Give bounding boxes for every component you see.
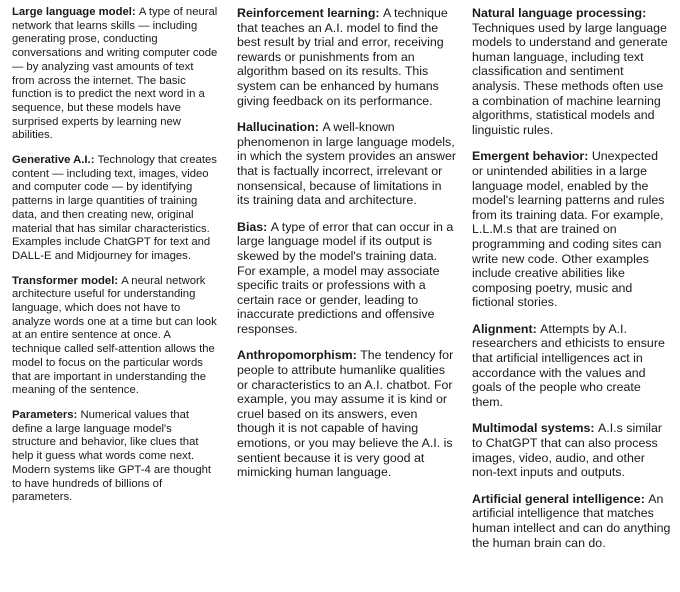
- entry-definition: The tendency for people to attribute humanlike qualities or characteristics to an A.I. chatbot. For example, you may assume it is kind or cruel based on its answers, even though it is not capable of having emotions, or you may believe the A.I. is sentient because it is very good at mimicking human language.: [237, 348, 454, 480]
- glossary-entry: [237, 6, 456, 108]
- entry-term: Anthropomorphism:: [237, 348, 357, 363]
- entry-term: Parameters:: [12, 408, 78, 421]
- entry-term: Transformer model:: [12, 274, 119, 287]
- entry-definition: A neural network architecture useful for understanding language, which does not have to analyze words one at a time but can look at an entire sentence at once. A technique called self-attention allows the model to focus on the particular words that are important in understanding the meaning of the sentence.: [12, 274, 217, 397]
- glossary-entry: [12, 409, 218, 505]
- entry-definition: Technology that creates content — including text, images, video and computer code — by identifying patterns in large quantities of training data, and then creating new, original material that has similar characteristics. Examples include ChatGPT for text and DALL-E and Midjourney for images.: [12, 154, 217, 262]
- glossary-entry: [237, 220, 456, 337]
- entry-definition: A type of error that can occur in a large language model if its output is skewed by the model's training data. For example, a model may associate specific traits or professions with a certain race or gender, leading to inaccurate predictions and offensive responses.: [237, 219, 454, 336]
- glossary-column-1: [12, 6, 218, 516]
- glossary-entry: [472, 322, 672, 410]
- entry-term: Generative A.I.:: [12, 154, 95, 167]
- glossary-entry: [237, 120, 456, 208]
- entry-term: Natural language processing:: [472, 6, 647, 20]
- glossary-column-2: [237, 6, 456, 492]
- entry-term: Artificial general intelligence:: [472, 491, 645, 506]
- entry-definition: An artificial intelligence that matches human intellect and can do anything the human brain can do.: [472, 491, 671, 550]
- entry-definition: Numerical values that define a large language model's structure and behavior, like clues that help it guess what words come next. Modern systems like GPT-4 are thought to have hundreds of billions of parameters.: [12, 408, 212, 504]
- glossary-entry: [12, 154, 218, 264]
- entry-definition: Unexpected or unintended abilities in a large language model, enabled by the model's learning patterns and rules from its training data. For example, L.L.M.s that are trained on programming and coding sites can write new code. Other examples include creative abilities like composing poetry, music and fictional stories.: [472, 149, 665, 310]
- entry-term: Hallucination:: [237, 120, 319, 135]
- glossary-entry: [472, 492, 672, 550]
- entry-definition: A well-known phenomenon in large language models, in which the system provides an answer that is factually incorrect, irrelevant or nonsensical, because of limitations in its training data and architecture.: [237, 120, 457, 208]
- glossary-entry: [472, 6, 672, 137]
- entry-definition: Attempts by A.I. researchers and ethicists to ensure that artificial intelligences act in accordance with the values and goals of the people who create them.: [472, 321, 665, 409]
- entry-term: Large language model:: [12, 6, 136, 18]
- glossary-entry: [237, 348, 456, 479]
- entry-definition: A technique that teaches an A.I. model to find the best result by trial and error, receiving rewards or punishments from an algorithm based on its results. This system can be enhanced by humans giving feedback on its performance.: [237, 6, 448, 108]
- glossary-entry: [472, 421, 672, 479]
- entry-definition: A.I.s similar to ChatGPT that can also process images, video, audio, and other non-text inputs and outputs.: [472, 421, 663, 480]
- glossary-entry: [472, 149, 672, 310]
- entry-term: Bias:: [237, 219, 268, 234]
- entry-term: Multimodal systems:: [472, 421, 595, 436]
- entry-definition: Techniques used by large language models to understand and generate human language, including text classification and sentiment analysis. These methods often use a combination of machine learning algorithms, statistical models and linguistic rules.: [472, 20, 668, 137]
- entry-term: Reinforcement learning:: [237, 6, 380, 20]
- glossary-entry: [12, 275, 218, 398]
- entry-term: Alignment:: [472, 321, 537, 336]
- glossary-column-3: [472, 6, 672, 562]
- glossary-entry: [12, 6, 218, 143]
- entry-term: Emergent behavior:: [472, 149, 589, 164]
- entry-definition: A type of neural network that learns skills — including generating prose, conducting conversations and writing computer code — by analyzing vast amounts of text from across the internet. The basic function is to predict the next word in a sequence, but these models have surprised experts by learning new abilities.: [12, 6, 218, 142]
